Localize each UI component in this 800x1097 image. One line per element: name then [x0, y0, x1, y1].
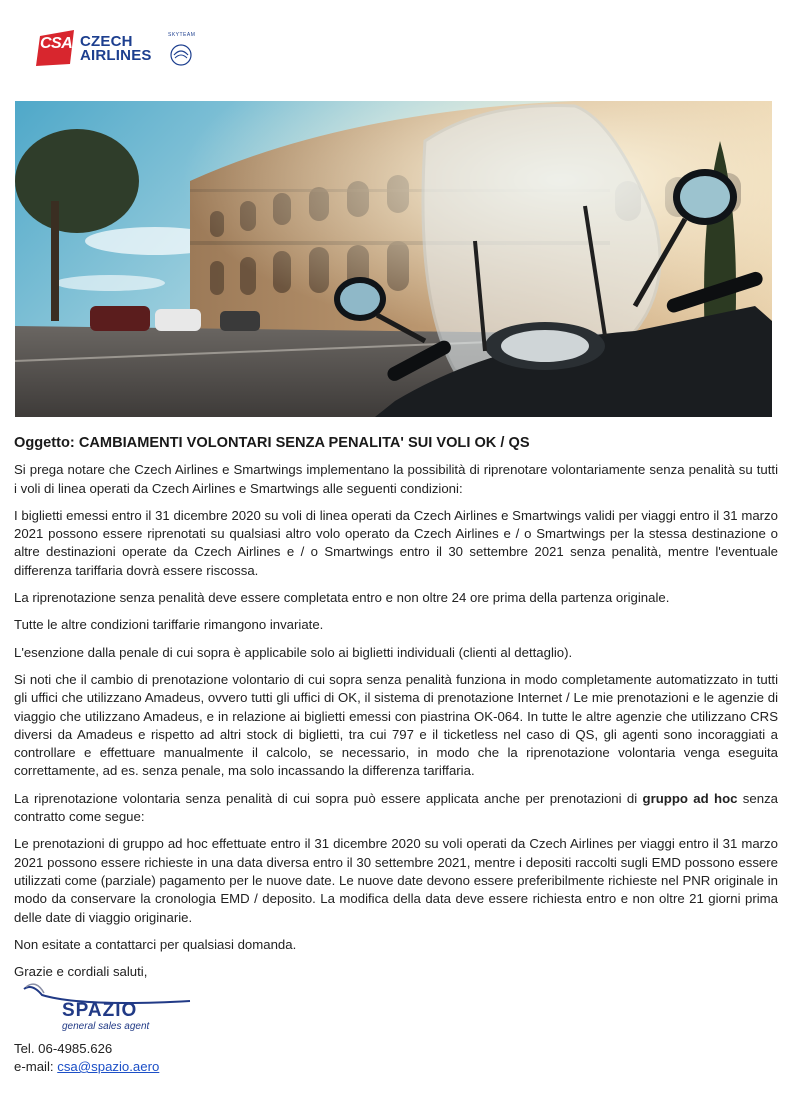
letter-subject: Oggetto: CAMBIAMENTI VOLONTARI SENZA PENALITA' SUI VOLI OK / QS — [14, 435, 530, 451]
spazio-logo — [22, 981, 192, 1037]
paragraph-group-pre: La riprenotazione volontaria senza penalità di cui sopra può essere applicata anche per prenotazioni di — [14, 790, 643, 806]
letter-closing: Grazie e cordiali saluti, — [14, 964, 148, 980]
logo-line1: CZECH — [80, 33, 133, 50]
email-label: e-mail: — [14, 1059, 58, 1074]
paragraph-exemption: L'esenzione dalla penale di cui sopra è applicabile solo ai biglietti individuali (clienti al dettaglio). — [14, 644, 573, 660]
agent-subtitle: general sales agent — [62, 1021, 150, 1032]
paragraph-other-conditions: Tutte le altre condizioni tariffarie rimangono invariate. — [14, 617, 324, 633]
paragraph-group — [14, 790, 778, 827]
email-line — [14, 1058, 159, 1076]
telephone: Tel. 06-4985.626 — [14, 1041, 113, 1056]
paragraph-intro: Si prega notare che Czech Airlines e Smartwings implementano la possibilità di riprenotare volontariamente senza penalità su tutti i voli di linea operati da Czech Airlines e Smartwings alle seguenti condizioni: — [14, 462, 778, 496]
contact-info — [14, 1040, 159, 1076]
paragraph-deadline: La riprenotazione senza penalità deve essere completata entro e non oltre 24 ore prima della partenza originale. — [14, 590, 670, 606]
logo-abbrev: CSA — [40, 35, 73, 52]
skyteam-label: SKYTEAM — [168, 32, 196, 38]
czech-airlines-logo — [36, 26, 206, 72]
agent-name: SPAZIO — [62, 1000, 138, 1021]
hero-image — [15, 101, 772, 417]
paragraph-contact-us: Non esitate a contattarci per qualsiasi domanda. — [14, 936, 297, 952]
skyteam-icon — [166, 38, 196, 68]
paragraph-group-details: Le prenotazioni di gruppo ad hoc effettuate entro il 31 dicembre 2020 su voli operati da Czech Airlines per viaggi entro il 31 marzo 2021 possono essere richieste in una data diversa entro il 30 settembre 2021, mentre i depositi raccolti sugli EMD possono essere utilizzati come (parziale) pagamento per le nuove date. Le nuove date devono essere preferibilmente richieste nel PNR originale in modo da conservare la cronologia EMD / deposito. La modifica della data deve essere richiesta entro e non oltre 21 giorni prima delle date di viaggio originarie. — [14, 836, 778, 925]
paragraph-group-bold: gruppo ad hoc — [642, 790, 738, 806]
email-link[interactable]: csa@spazio.aero — [57, 1059, 160, 1074]
logo-airline-name — [80, 35, 152, 63]
letter-body — [14, 434, 778, 990]
colosseum-scooter-photo — [15, 101, 772, 417]
logo-line2: AIRLINES — [80, 47, 152, 64]
paragraph-amadeus: Si noti che il cambio di prenotazione volontario di cui sopra senza penalità funziona in modo completamente automatizzato in tutti gli uffici che utilizzano Amadeus, ovvero tutti gli uffici di OK, il sistema di prenotazione Internet / Le mie prenotazioni e le agenzie di viaggio che utilizzano Amadeus, e in relazione ai biglietti emessi con piastrina OK-064. In tutte le altre agenzie che utilizzano CRS diversi da Amadeus e rispetto ad altri stock di biglietti, tra cui 797 e il ticketless nel caso di QS, gli agenti sono incoraggiati a controllare e effettuare manualmente il calcolo, se necessario, in modo che la riprenotazione volontaria venga eseguita correttamente, ad es. senza penale, ma solo incassando la differenza tariffaria. — [14, 671, 778, 779]
paragraph-group-post: senza contratto come segue: — [14, 790, 779, 825]
paragraph-ticket-conditions: I biglietti emessi entro il 31 dicembre 2020 su voli di linea operati da Czech Airlines e Smartwings validi per viaggi entro il 31 marzo 2021 possono essere riprenotati su qualsiasi altro volo operato da Czech Airlines e / o Smartwings per la stessa destinazione o altre destinazioni operate da Czech Airlines e / o Smartwings entro il 30 settembre 2021 senza penalità, mentre l'eventuale differenza tariffaria dovrà essere riscossa. — [14, 507, 778, 578]
